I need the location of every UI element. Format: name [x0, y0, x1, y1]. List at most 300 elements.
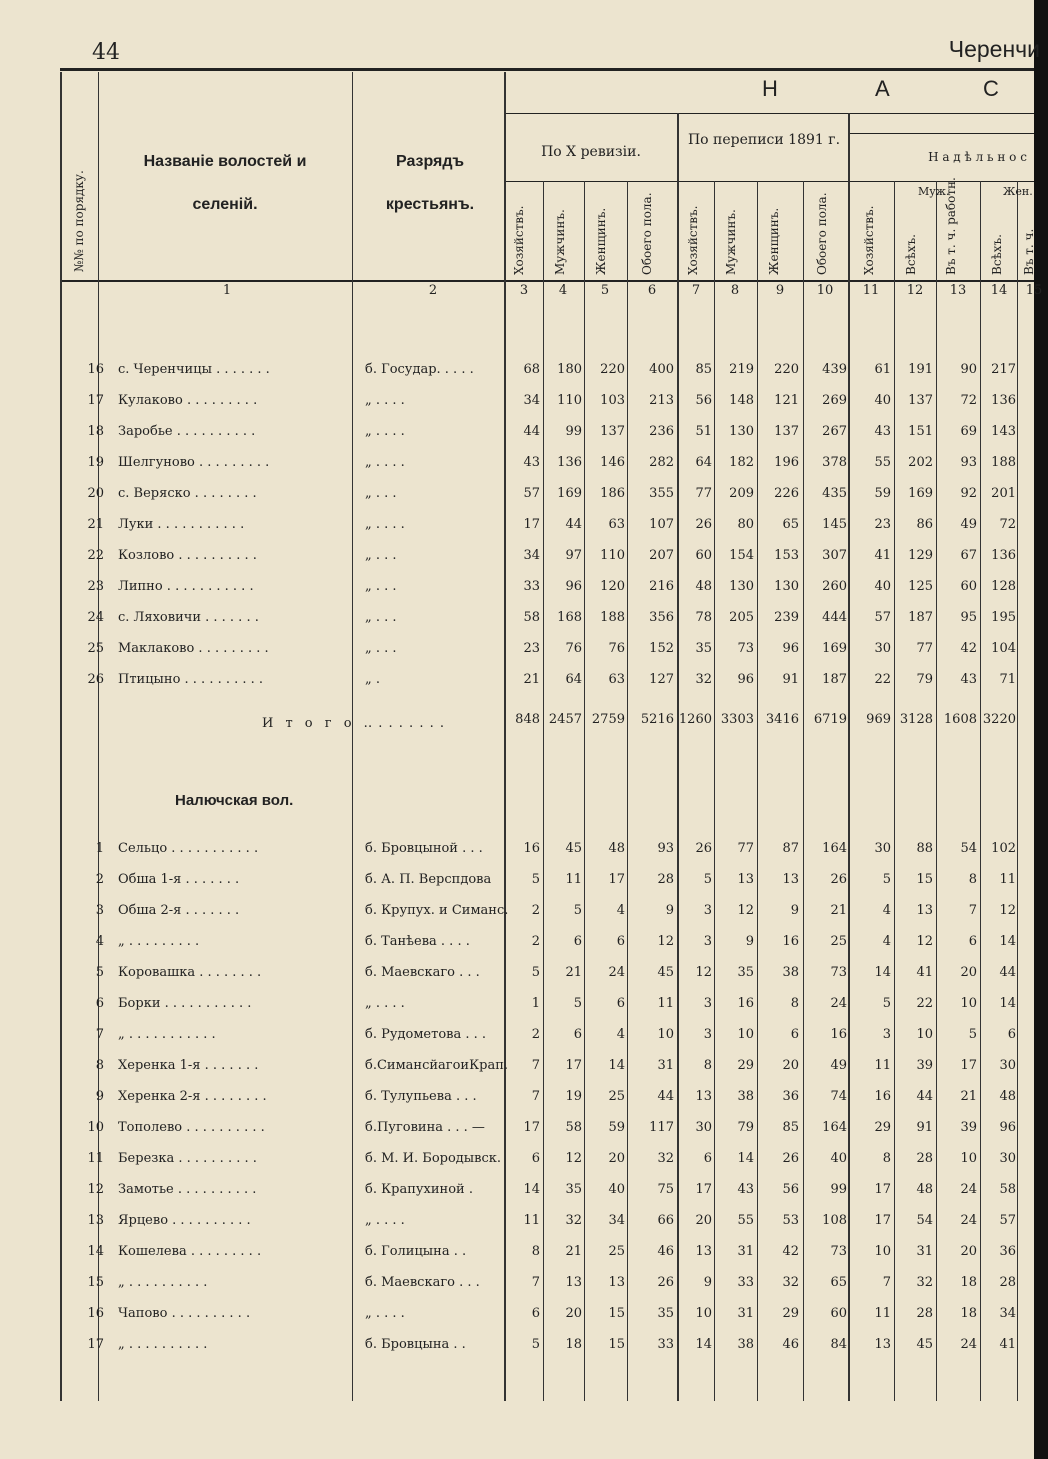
cell-value: 110: [557, 393, 582, 408]
row-number: 17: [87, 1337, 104, 1352]
cell-value: 33: [523, 579, 540, 594]
subcolumn-header: Всѣхъ.: [904, 234, 918, 275]
table-row: [0, 1120, 1048, 1144]
cell-value: 191: [908, 362, 933, 377]
cell-value: 41: [999, 1337, 1016, 1352]
cell-value: 143: [991, 424, 1016, 439]
cell-value: 91: [916, 1120, 933, 1135]
table-row: [0, 1306, 1048, 1330]
row-number: 14: [87, 1244, 104, 1259]
cell-value: 6: [531, 1306, 540, 1321]
cell-value: 14: [737, 1151, 754, 1166]
cell-value: 14: [999, 996, 1016, 1011]
total-value: 1260: [678, 712, 712, 727]
cell-value: 12: [916, 934, 933, 949]
cell-value: 169: [822, 641, 847, 656]
row-number: 8: [95, 1058, 104, 1073]
cell-value: 13: [608, 1275, 625, 1290]
men-subheader: Муж.: [918, 185, 950, 198]
cell-value: 48: [916, 1182, 933, 1197]
table-row: [0, 1337, 1048, 1361]
table-row: [0, 548, 1048, 572]
cell-value: 7: [531, 1089, 540, 1104]
cell-value: 25: [608, 1244, 625, 1259]
cell-value: 8: [968, 872, 977, 887]
cell-value: 5: [531, 1337, 540, 1352]
subcolumn-header: Мужчинъ.: [724, 209, 738, 275]
peasant-category: „ . . .: [365, 548, 397, 563]
peasant-category: б. Крупух. и Симанс.: [365, 903, 509, 918]
cell-value: 8: [531, 1244, 540, 1259]
table-row: [0, 672, 1048, 696]
peasant-category: б. Маевскаго . . .: [365, 1275, 480, 1290]
cell-value: 11: [657, 996, 674, 1011]
cell-value: 12: [695, 965, 712, 980]
settlement-name: „ . . . . . . . . . .: [118, 1337, 208, 1352]
settlement-name: Птицыно . . . . . . . . . .: [118, 672, 264, 687]
cell-value: 87: [782, 841, 799, 856]
cell-value: 20: [960, 965, 977, 980]
cell-value: 17: [523, 1120, 540, 1135]
cell-value: 4: [616, 1027, 625, 1042]
cell-value: 439: [822, 362, 847, 377]
section-title: Налючская вол.: [175, 792, 294, 809]
column-number: 15: [1025, 283, 1043, 298]
header-bottom-rule: [60, 280, 1034, 282]
cell-value: 130: [729, 579, 754, 594]
cell-value: 117: [649, 1120, 674, 1135]
settlement-name: Козлово . . . . . . . . . .: [118, 548, 257, 563]
group-rule: [505, 113, 1034, 114]
settlement-name: Кулаково . . . . . . . . .: [118, 393, 258, 408]
cell-value: 13: [565, 1275, 582, 1290]
row-number: 1: [95, 841, 104, 856]
cell-value: 59: [874, 486, 891, 501]
row-number: 13: [87, 1213, 104, 1228]
total-value: 969: [866, 712, 891, 727]
cell-value: 107: [649, 517, 674, 532]
settlement-name: Коровашка . . . . . . . .: [118, 965, 262, 980]
cell-value: 5: [531, 872, 540, 887]
cell-value: 2: [531, 903, 540, 918]
cell-value: 9: [703, 1275, 712, 1290]
cell-value: 129: [908, 548, 933, 563]
table-row: [0, 1275, 1048, 1299]
cell-value: 7: [531, 1275, 540, 1290]
cell-value: 15: [608, 1306, 625, 1321]
cell-value: 269: [822, 393, 847, 408]
cell-value: 5: [882, 872, 891, 887]
index-column-header: №№ по порядку.: [72, 170, 86, 272]
cell-value: 137: [908, 393, 933, 408]
cell-value: 7: [882, 1275, 891, 1290]
table-row: [0, 996, 1048, 1020]
column-number: 6: [647, 283, 657, 298]
row-number: 6: [95, 996, 104, 1011]
cell-value: 9: [665, 903, 674, 918]
cell-value: 216: [649, 579, 674, 594]
cell-value: 444: [822, 610, 847, 625]
settlement-name: с. Ляховичи . . . . . . .: [118, 610, 259, 625]
cell-value: 43: [874, 424, 891, 439]
cell-value: 26: [782, 1151, 799, 1166]
cell-value: 10: [874, 1244, 891, 1259]
cell-value: 23: [523, 641, 540, 656]
cell-value: 400: [649, 362, 674, 377]
cell-value: 48: [999, 1089, 1016, 1104]
cell-value: 41: [916, 965, 933, 980]
cell-value: 24: [830, 996, 847, 1011]
cell-value: 23: [874, 517, 891, 532]
cell-value: 137: [774, 424, 799, 439]
cell-value: 16: [830, 1027, 847, 1042]
table-row: [0, 486, 1048, 510]
cell-value: 35: [695, 641, 712, 656]
peasant-category: „ . . . .: [365, 996, 405, 1011]
cell-value: 64: [695, 455, 712, 470]
cell-value: 13: [695, 1244, 712, 1259]
cell-value: 6: [573, 1027, 582, 1042]
cell-value: 58: [565, 1120, 582, 1135]
cell-value: 28: [916, 1151, 933, 1166]
cell-value: 96: [999, 1120, 1016, 1135]
total-value: 2759: [591, 712, 625, 727]
cell-value: 236: [649, 424, 674, 439]
cell-value: 3: [703, 934, 712, 949]
cell-value: 34: [523, 548, 540, 563]
peasant-category: б. А. П. Верспдова: [365, 872, 492, 887]
column-number: 13: [949, 283, 967, 298]
cell-value: 267: [822, 424, 847, 439]
cell-value: 26: [657, 1275, 674, 1290]
cell-value: 17: [608, 872, 625, 887]
table-row: [0, 1213, 1048, 1237]
cell-value: 4: [882, 903, 891, 918]
column-number: 8: [730, 283, 740, 298]
peasant-category: б.СимансйагоиКрап.: [365, 1058, 509, 1073]
total-value: 3303: [720, 712, 754, 727]
cell-value: 164: [822, 841, 847, 856]
row-number: 23: [87, 579, 104, 594]
total-value: 1608: [943, 712, 977, 727]
peasant-category: „ . . .: [365, 641, 397, 656]
table-row: [0, 1089, 1048, 1113]
cell-value: 24: [960, 1182, 977, 1197]
row-number: 22: [87, 548, 104, 563]
cell-value: 40: [874, 579, 891, 594]
cell-value: 108: [822, 1213, 847, 1228]
big-letter-2: А: [875, 76, 890, 101]
peasant-category: „ .: [365, 672, 380, 687]
cell-value: 44: [999, 965, 1016, 980]
peasant-category: б. М. И. Бородывск.: [365, 1151, 502, 1166]
peasant-category: „ . . . .: [365, 1213, 405, 1228]
settlement-name: Тополево . . . . . . . . . .: [118, 1120, 265, 1135]
cell-value: 151: [908, 424, 933, 439]
table-row: [0, 903, 1048, 927]
settlement-name: „ . . . . . . . . . .: [118, 1275, 208, 1290]
cell-value: 40: [608, 1182, 625, 1197]
cell-value: 44: [916, 1089, 933, 1104]
cell-value: 8: [790, 996, 799, 1011]
settlement-name: Обша 1-я . . . . . . .: [118, 872, 240, 887]
row-number: 25: [87, 641, 104, 656]
cell-value: 30: [874, 641, 891, 656]
settlement-name: „ . . . . . . . . .: [118, 934, 200, 949]
cell-value: 12: [737, 903, 754, 918]
row-number: 21: [87, 517, 104, 532]
cell-value: 46: [782, 1337, 799, 1352]
cell-value: 13: [874, 1337, 891, 1352]
subcolumn-header: Женщинъ.: [594, 207, 608, 275]
name-column-header: Названіе волостей и селеній.: [143, 153, 307, 214]
cell-value: 17: [523, 517, 540, 532]
cell-value: 5: [531, 965, 540, 980]
settlement-name: Липно . . . . . . . . . . .: [118, 579, 254, 594]
cell-value: 145: [822, 517, 847, 532]
peasant-category: „ . . . .: [365, 517, 405, 532]
subcolumn-header: Хозяйствъ.: [512, 205, 526, 275]
row-number: 24: [87, 610, 104, 625]
cell-value: 63: [608, 672, 625, 687]
cell-value: 202: [908, 455, 933, 470]
cell-value: 188: [600, 610, 625, 625]
subcolumn-header: Обоего пола.: [640, 192, 654, 275]
peasant-category: б. Маевскаго . . .: [365, 965, 480, 980]
cell-value: 49: [830, 1058, 847, 1073]
settlement-name: Борки . . . . . . . . . . .: [118, 996, 252, 1011]
table-row: [0, 1058, 1048, 1082]
cell-value: 99: [830, 1182, 847, 1197]
total-value: 3416: [765, 712, 799, 727]
row-number: 4: [95, 934, 104, 949]
cell-value: 14: [608, 1058, 625, 1073]
cell-value: 34: [523, 393, 540, 408]
cell-value: 6: [616, 996, 625, 1011]
cell-value: 9: [790, 903, 799, 918]
cell-value: 128: [991, 579, 1016, 594]
cell-value: 13: [782, 872, 799, 887]
cell-value: 30: [999, 1058, 1016, 1073]
cell-value: 73: [830, 965, 847, 980]
cell-value: 44: [657, 1089, 674, 1104]
cell-value: 21: [565, 1244, 582, 1259]
cell-value: 77: [695, 486, 712, 501]
table-row: [0, 424, 1048, 448]
big-letter-3: С: [983, 76, 999, 101]
cell-value: 42: [960, 641, 977, 656]
cell-value: 226: [774, 486, 799, 501]
cell-value: 188: [991, 455, 1016, 470]
cell-value: 17: [695, 1182, 712, 1197]
cell-value: 6: [968, 934, 977, 949]
row-number: 11: [87, 1151, 104, 1166]
table-row: [0, 1244, 1048, 1268]
cell-value: 17: [874, 1213, 891, 1228]
page-number: 44: [92, 40, 120, 65]
cell-value: 136: [991, 548, 1016, 563]
cell-value: 356: [649, 610, 674, 625]
cell-value: 44: [565, 517, 582, 532]
allot-rule: [848, 133, 1034, 134]
total-value: 3220: [982, 712, 1016, 727]
cell-value: 3: [882, 1027, 891, 1042]
settlement-name: с. Веряско . . . . . . . .: [118, 486, 257, 501]
table-row: [0, 934, 1048, 958]
cell-value: 72: [999, 517, 1016, 532]
total-value: 848: [515, 712, 540, 727]
table-row: [0, 872, 1048, 896]
cell-value: 24: [608, 965, 625, 980]
cell-value: 57: [874, 610, 891, 625]
row-number: 15: [87, 1275, 104, 1290]
cell-value: 1: [531, 996, 540, 1011]
cell-value: 153: [774, 548, 799, 563]
rank-column-header: Разрядъ крестьянъ.: [385, 153, 475, 214]
settlement-name: Херенка 1-я . . . . . . .: [118, 1058, 259, 1073]
cell-value: 196: [774, 455, 799, 470]
total-value: 2457: [548, 712, 582, 727]
cell-value: 36: [999, 1244, 1016, 1259]
cell-value: 71: [999, 672, 1016, 687]
cell-value: 74: [830, 1089, 847, 1104]
table-row: [0, 1027, 1048, 1051]
row-number: 16: [87, 1306, 104, 1321]
cell-value: 11: [874, 1306, 891, 1321]
cell-value: 14: [695, 1337, 712, 1352]
total-label: И т о г о .: [262, 716, 372, 731]
row-number: 20: [87, 486, 104, 501]
cell-value: 63: [608, 517, 625, 532]
column-number: 4: [558, 283, 568, 298]
census-group-header: По переписи 1891 г.: [687, 132, 841, 148]
cell-value: 10: [916, 1027, 933, 1042]
cell-value: 21: [830, 903, 847, 918]
cell-value: 10: [960, 1151, 977, 1166]
cell-value: 75: [657, 1182, 674, 1197]
cell-value: 28: [999, 1275, 1016, 1290]
cell-value: 15: [916, 872, 933, 887]
cell-value: 13: [916, 903, 933, 918]
cell-value: 34: [999, 1306, 1016, 1321]
cell-value: 79: [916, 672, 933, 687]
row-number: 10: [87, 1120, 104, 1135]
cell-value: 355: [649, 486, 674, 501]
cell-value: 2: [531, 934, 540, 949]
cell-value: 11: [523, 1213, 540, 1228]
settlement-name: Сельцо . . . . . . . . . . .: [118, 841, 259, 856]
cell-value: 154: [729, 548, 754, 563]
cell-value: 67: [960, 548, 977, 563]
cell-value: 86: [916, 517, 933, 532]
settlement-name: Обша 2-я . . . . . . .: [118, 903, 240, 918]
cell-value: 5: [968, 1027, 977, 1042]
cell-value: 125: [908, 579, 933, 594]
cell-value: 64: [565, 672, 582, 687]
cell-value: 22: [916, 996, 933, 1011]
cell-value: 40: [830, 1151, 847, 1166]
peasant-category: б. Бровцыной . . .: [365, 841, 483, 856]
cell-value: 13: [737, 872, 754, 887]
cell-value: 127: [649, 672, 674, 687]
cell-value: 96: [565, 579, 582, 594]
cell-value: 6: [790, 1027, 799, 1042]
cell-value: 180: [557, 362, 582, 377]
cell-value: 12: [565, 1151, 582, 1166]
settlement-name: Заробье . . . . . . . . . .: [118, 424, 256, 439]
cell-value: 38: [737, 1089, 754, 1104]
subcolumn-header: Обоего пола.: [815, 192, 829, 275]
cell-value: 69: [960, 424, 977, 439]
cell-value: 6: [616, 934, 625, 949]
cell-value: 44: [523, 424, 540, 439]
cell-value: 201: [991, 486, 1016, 501]
cell-value: 77: [737, 841, 754, 856]
cell-value: 34: [608, 1213, 625, 1228]
cell-value: 21: [523, 672, 540, 687]
cell-value: 31: [737, 1244, 754, 1259]
cell-value: 95: [960, 610, 977, 625]
cell-value: 5: [573, 903, 582, 918]
cell-value: 14: [999, 934, 1016, 949]
row-number: 16: [87, 362, 104, 377]
peasant-category: б.Пуговина . . . —: [365, 1120, 485, 1135]
peasant-category: б. Государ. . . . .: [365, 362, 474, 377]
cell-value: 205: [729, 610, 754, 625]
cell-value: 213: [649, 393, 674, 408]
peasant-category: „ . . .: [365, 610, 397, 625]
cell-value: 9: [745, 934, 754, 949]
cell-value: 5: [703, 872, 712, 887]
cell-value: 219: [729, 362, 754, 377]
cell-value: 68: [523, 362, 540, 377]
cell-value: 36: [782, 1089, 799, 1104]
cell-value: 10: [695, 1306, 712, 1321]
peasant-category: б. Голицына . .: [365, 1244, 467, 1259]
peasant-category: б. Тулупьева . . .: [365, 1089, 477, 1104]
cell-value: 39: [916, 1058, 933, 1073]
peasant-category: б. Крапухиной .: [365, 1182, 473, 1197]
cell-value: 11: [874, 1058, 891, 1073]
row-number: 17: [87, 393, 104, 408]
table-row: [0, 641, 1048, 665]
cell-value: 18: [960, 1306, 977, 1321]
table-row: [0, 1151, 1048, 1175]
column-number: 14: [990, 283, 1008, 298]
cell-value: 99: [565, 424, 582, 439]
cell-value: 15: [608, 1337, 625, 1352]
row-number: 3: [95, 903, 104, 918]
settlement-name: „ . . . . . . . . . . .: [118, 1027, 216, 1042]
cell-value: 120: [600, 579, 625, 594]
cell-value: 65: [830, 1275, 847, 1290]
cell-value: 11: [999, 872, 1016, 887]
cell-value: 12: [999, 903, 1016, 918]
cell-value: 6: [1007, 1027, 1016, 1042]
cell-value: 56: [695, 393, 712, 408]
cell-value: 93: [960, 455, 977, 470]
cell-value: 58: [999, 1182, 1016, 1197]
cell-value: 137: [600, 424, 625, 439]
cell-value: 65: [782, 517, 799, 532]
cell-value: 76: [565, 641, 582, 656]
table-row: [0, 1182, 1048, 1206]
cell-value: 49: [960, 517, 977, 532]
cell-value: 32: [916, 1275, 933, 1290]
cell-value: 60: [695, 548, 712, 563]
cell-value: 282: [649, 455, 674, 470]
allotment-group-header: Н а д ѣ л ь н о с: [928, 150, 1027, 164]
